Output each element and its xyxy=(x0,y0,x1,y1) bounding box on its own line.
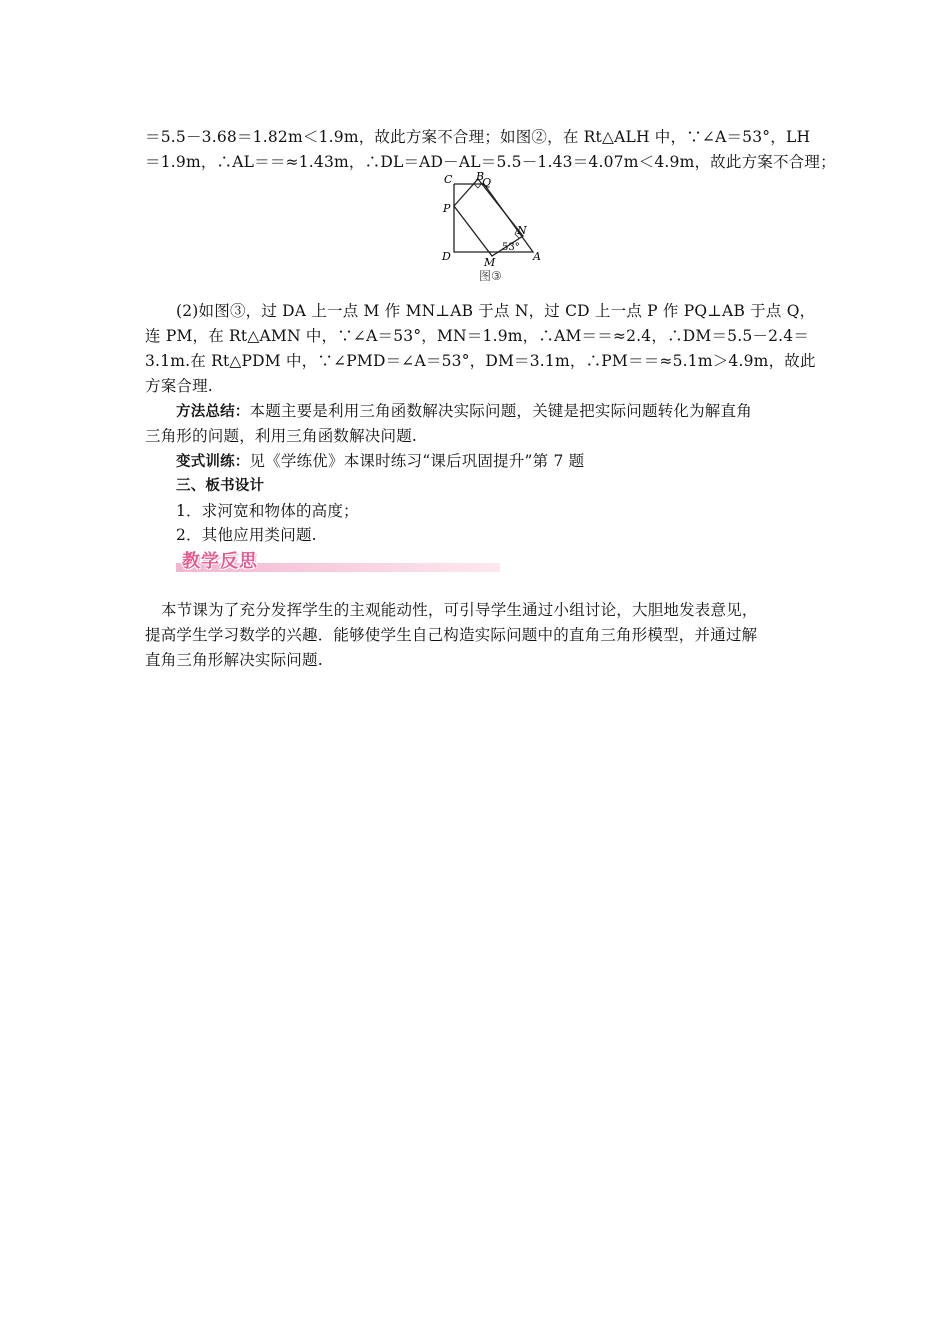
label-P: P xyxy=(443,202,451,215)
figure-caption: 图③ xyxy=(479,269,502,283)
method-summary-label: 方法总结： xyxy=(176,404,250,420)
geometry-figure xyxy=(438,172,548,290)
text-line: 三角形的问题，利用三角函数解决问题. xyxy=(145,427,418,445)
label-D: D xyxy=(442,250,451,263)
text-line: (2)如图③，过 DA 上一点 M 作 MN⊥AB 于点 N，过 CD 上一点 P 作 PQ⊥AB 于点 Q， xyxy=(176,302,816,320)
label-B: B xyxy=(476,172,485,183)
text-line: 方案合理. xyxy=(145,377,213,395)
method-summary-text: 本题主要是利用三角函数解决实际问题，关键是把实际问题转化为解直角 xyxy=(249,402,752,420)
figure-outline xyxy=(454,184,533,252)
text-line: 直角三角形解决实际问题. xyxy=(145,651,323,669)
method-summary xyxy=(176,399,810,424)
banner-title: 教学反思 xyxy=(182,551,258,572)
text-line: 3.1m.在 Rt△PDM 中，∵∠PMD＝∠A＝53°，DM＝3.1m，∴PM＝＝≈5.1m＞4.9m，故此 xyxy=(145,352,816,370)
label-M: M xyxy=(484,256,496,269)
angle-label: 53° xyxy=(502,242,520,253)
variant-training-label: 变式训练： xyxy=(176,454,250,470)
text-line: ＝5.5－3.68＝1.82m＜1.9m，故此方案不合理；如图②，在 Rt△ALH 中，∵∠A＝53°，LH xyxy=(145,128,811,146)
variant-training-text: 见《学练优》本课时练习“课后巩固提升”第 7 题 xyxy=(249,452,585,470)
text-line: ＝1.9m，∴AL＝＝≈1.43m，∴DL＝AD－AL＝5.5－1.43＝4.07m＜4.9m，故此方案不合理； xyxy=(145,153,836,171)
variant-training xyxy=(176,449,810,474)
section-banner xyxy=(176,547,500,577)
text-line: 提高学生学习数学的兴趣．能够使学生自己构造实际问题中的直角三角形模型，并通过解 xyxy=(145,626,758,644)
section-heading: 三、板书设计 xyxy=(176,478,265,494)
label-C: C xyxy=(444,173,453,186)
text-line: 本节课为了充分发挥学生的主观能动性，可引导学生通过小组讨论，大胆地发表意见， xyxy=(161,601,758,619)
list-item: 2．其他应用类问题. xyxy=(176,526,317,544)
text-line: 连 PM，在 Rt△AMN 中，∵∠A＝53°，MN＝1.9m，∴AM＝＝≈2.4，∴DM＝5.5－2.4＝ xyxy=(145,327,810,345)
label-Q: Q xyxy=(482,176,492,189)
label-N: N xyxy=(517,224,527,237)
list-item: 1．求河宽和物体的高度； xyxy=(176,502,359,520)
label-A: A xyxy=(533,250,541,263)
